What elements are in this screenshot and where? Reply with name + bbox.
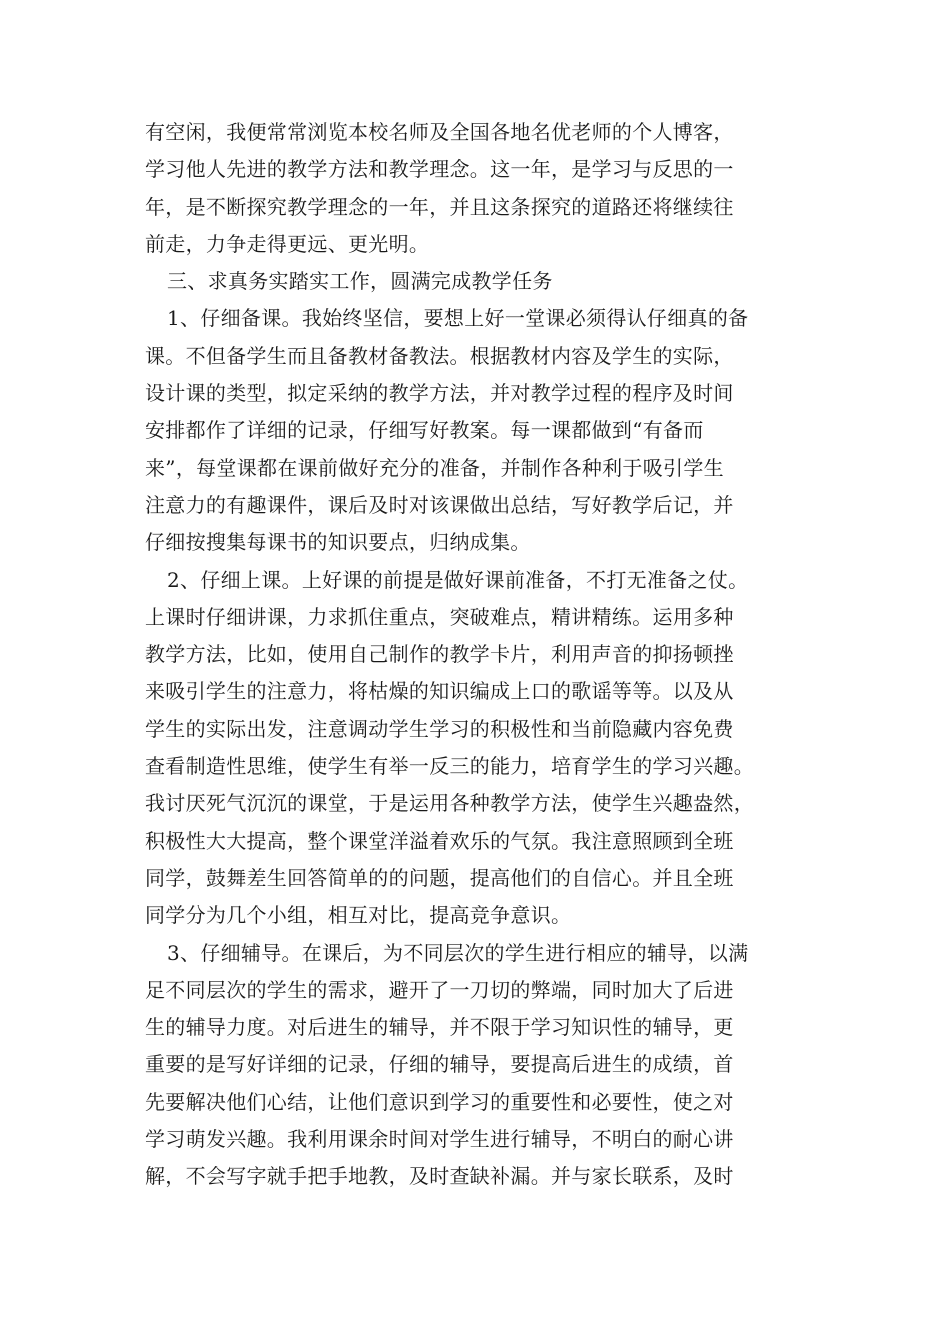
text-line: 3、仔细辅导。在课后，为不同层次的学生进行相应的辅导，以满 — [167, 940, 749, 965]
text-line: 教学方法，比如，使用自己制作的教学卡片，利用声音的抑扬顿挫 — [145, 642, 734, 667]
text-line: 来”，每堂课都在课前做好充分的准备，并制作各种利于吸引学生 — [145, 455, 724, 480]
text-line: 上课时仔细讲课，力求抓住重点，突破难点，精讲精练。运用多种 — [145, 604, 734, 629]
text-line: 先要解决他们心结，让他们意识到学习的重要性和必要性，使之对 — [145, 1089, 734, 1114]
text-line: 学习萌发兴趣。我利用课余时间对学生进行辅导，不明白的耐心讲 — [145, 1127, 734, 1152]
text-line: 我讨厌死气沉沉的课堂，于是运用各种教学方法，使学生兴趣盎然， — [145, 791, 754, 816]
text-line: 2、仔细上课。上好课的前提是做好课前准备，不打无准备之仗。 — [167, 567, 749, 592]
text-line: 足不同层次的学生的需求，避开了一刀切的弊端，同时加大了后进 — [145, 977, 734, 1002]
document-body — [145, 114, 807, 1196]
text-line: 重要的是写好详细的记录，仔细的辅导，要提高后进生的成绩，首 — [145, 1052, 734, 1077]
text-line: 设计课的类型，拟定采纳的教学方法，并对教学过程的程序及时间 — [145, 381, 734, 406]
text-line: 学生的实际出发，注意调动学生学习的积极性和当前隐藏内容免费 — [145, 716, 734, 741]
text-line: 生的辅导力度。对后进生的辅导，并不限于学习知识性的辅导，更 — [145, 1015, 734, 1040]
text-line: 积极性大大提高，整个课堂洋溢着欢乐的气氛。我注意照顾到全班 — [145, 828, 734, 853]
text-line: 仔细按搜集每课书的知识要点，归纳成集。 — [145, 530, 531, 555]
text-line: 安排都作了详细的记录，仔细写好教案。每一课都做到“有备而 — [145, 418, 704, 443]
text-line: 三、求真务实踏实工作，圆满完成教学任务 — [167, 269, 553, 294]
text-line: 解，不会写字就手把手地教，及时查缺补漏。并与家长联系，及时 — [145, 1164, 734, 1189]
text-line: 同学，鼓舞差生回答简单的的问题，提高他们的自信心。并且全班 — [145, 865, 734, 890]
text-line: 来吸引学生的注意力，将枯燥的知识编成上口的歌谣等等。以及从 — [145, 679, 734, 704]
text-line: 前走，力争走得更远、更光明。 — [145, 231, 430, 256]
text-line: 1、仔细备课。我始终坚信，要想上好一堂课必须得认仔细真的备 — [167, 306, 749, 331]
text-line: 学习他人先进的教学方法和教学理念。这一年，是学习与反思的一 — [145, 157, 734, 182]
text-line: 年，是不断探究教学理念的一年，并且这条探究的道路还将继续往 — [145, 194, 734, 219]
text-line: 查看制造性思维，使学生有举一反三的能力，培育学生的学习兴趣。 — [145, 754, 754, 779]
text-line: 有空闲，我便常常浏览本校名师及全国各地名优老师的个人博客， — [145, 120, 734, 144]
text-line: 课。不但备学生而且备教材备教法。根据教材内容及学生的实际， — [145, 343, 734, 368]
text-line: 同学分为几个小组，相互对比，提高竞争意识。 — [145, 903, 572, 928]
text-line: 注意力的有趣课件，课后及时对该课做出总结，写好教学后记，并 — [145, 492, 734, 517]
